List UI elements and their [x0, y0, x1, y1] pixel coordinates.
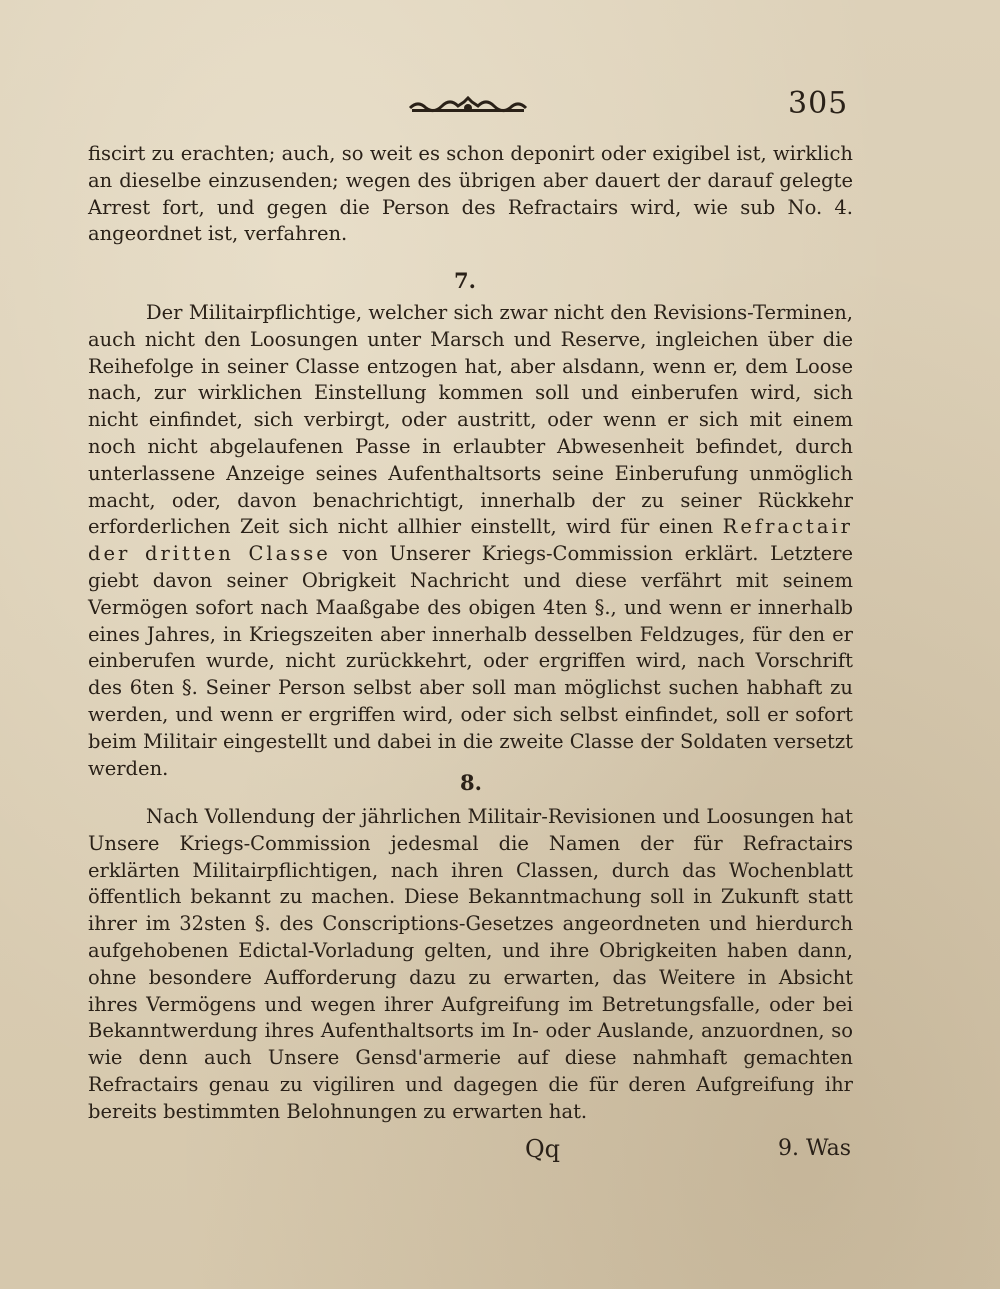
- section-7-emphasized-term: Refractair der dritten Classe: [88, 515, 853, 566]
- section-heading-7: 7.: [454, 268, 476, 293]
- section-7-text-part-1: Der Militairpflichtige, welcher sich zwar nicht den Revisions-Terminen, auch nicht den Loosungen unter Marsch und Reserve, ingleichen über die Reihefolge in seiner Classe entzogen hat, aber alsdann, wenn er, dem Loose nach, zur wirklichen Einstellung kommen soll und einberufen wird, sich nicht einfindet, sich verbirgt, oder austritt, oder wenn er sich mit einem noch nicht abgelaufenen Passe in erlaubter Abwesenheit befindet, durch unterlassene Anzeige seines Aufenthaltsorts seine Einberufung unmöglich macht, oder, davon benachrichtigt, innerhalb der zu seiner Rückkehr erforderlichen Zeit sich nicht allhier einstellt, wird für einen: [88, 301, 853, 539]
- paragraph-section-8: Nach Vollendung der jährlichen Militair-Revisionen und Loosungen hat Unsere Kriegs-Commission jedesmal die Namen der für Refractairs erklärten Militairpflichtigen, nach ihren Classen, durch das Wochenblatt öffentlich bekannt zu machen. Diese Bekanntmachung soll in Zukunft statt ihrer im 32sten §. des Conscriptions-Gesetzes angeordneten und hierdurch aufgehobenen Edictal-Vorladung gelten, und ihre Obrigkeiten haben dann, ohne besondere Aufforderung dazu zu erwarten, das Weitere in Absicht ihres Vermögens und wegen ihrer Aufgreifung im Betretungsfalle, oder bei Bekanntwerdung ihres Aufenthaltsorts im In- oder Auslande, anzuordnen, so wie denn auch Unsere Gensd'armerie auf diese nahmhaft gemachten Refractairs genau zu vigiliren und dagegen die für deren Aufgreifung ihr bereits bestimmten Belohnungen zu erwarten hat.: [88, 805, 853, 1123]
- printer-ornament-icon: [408, 96, 528, 116]
- catchword: 9. Was: [778, 1136, 852, 1161]
- section-7-text-part-2: von Unserer Kriegs-Commission erklärt. Letztere giebt davon seiner Obrigkeit Nachricht und diese verfährt mit seinem Vermögen sofort nach Maaßgabe des obigen 4ten §., und wenn er innerhalb eines Jahres, in Kriegszeiten aber innerhalb desselben Feldzuges, für den er einberufen wurde, nicht zurückkehrt, oder ergriffen wird, nach Vorschrift des 6ten §. Seiner Person selbst aber soll man möglichst suchen habhaft zu werden, und wenn er ergriffen wird, oder sich selbst einfindet, soll er sofort beim Militair eingestellt und dabei in die zweite Classe der Soldaten versetzt werden.: [88, 542, 853, 780]
- paragraph-continuation: fiscirt zu erachten; auch, so weit es schon deponirt oder exigibel ist, wirklich an dieselbe einzusenden; wegen des übrigen aber dauert der darauf gelegte Arrest fort, und gegen die Person des Refractairs wird, wie sub No. 4. angeordnet ist, verfahren.: [88, 142, 853, 246]
- signature-mark: Qq: [525, 1135, 561, 1163]
- paragraph-section-7: [88, 300, 853, 782]
- section-heading-8: 8.: [460, 770, 482, 795]
- page-number: 305: [788, 86, 849, 121]
